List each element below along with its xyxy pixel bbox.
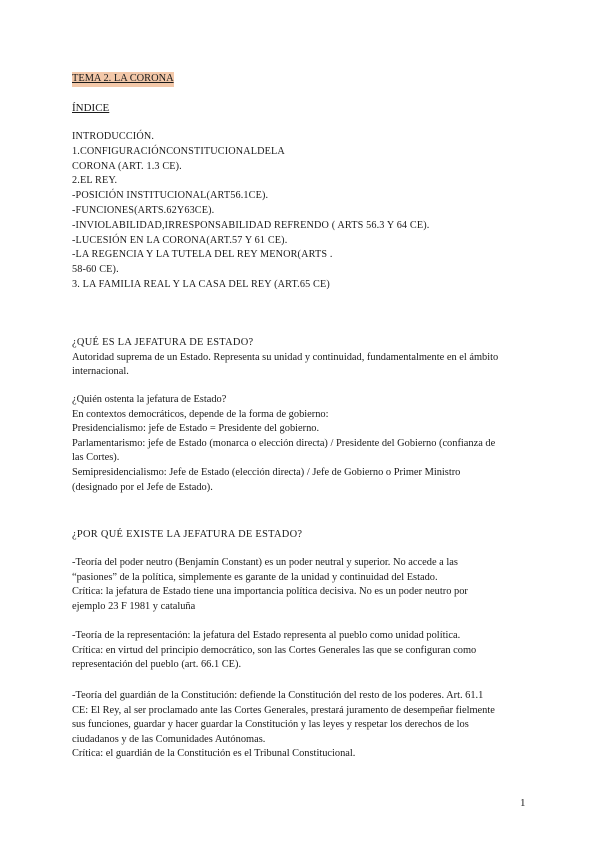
section-what-is: [72, 336, 532, 380]
paragraph-line: Parlamentarismo: jefe de Estado (monarca o elección directa) / Presidente del Gobierno (confianza de: [72, 437, 496, 449]
paragraph-line: Autoridad suprema de un Estado. Representa su unidad y continuidad, fundamentalmente en el ámbito: [72, 351, 499, 363]
paragraph-line: Crítica: en virtud del principio democrático, son las Cortes Generales las que se configuran como: [72, 644, 477, 656]
paragraph-line: representación del pueblo (art. 66.1 CE).: [72, 659, 242, 671]
paragraph-line: -Teoría del poder neutro (Benjamín Constant) es un poder neutral y superior. No accede a las: [72, 557, 458, 568]
index-item: -INVIOLABILIDAD,IRRESPONSABILIDAD REFRENDO ( ARTS 56.3 Y 64 CE).: [72, 219, 430, 231]
paragraph-line: internacional.: [72, 366, 129, 378]
paragraph-line: CE: El Rey, al ser proclamado ante las Cortes Generales, prestará juramento de desempeñar fielmente: [72, 704, 495, 716]
paragraph-line: -Teoría del guardián de la Constitución: defiende la Constitución del resto de los poderes. Art. 61.1: [72, 690, 484, 701]
paragraph-line: ciudadanos y de las Comunidades Autónomas.: [72, 733, 266, 745]
section-why-exists: [72, 528, 532, 543]
index-item: -LA REGENCIA Y LA TUTELA DEL REY MENOR(ARTS .: [72, 249, 333, 261]
index-item: INTRODUCCIÓN.: [72, 131, 155, 142]
theory-representation: [72, 629, 532, 673]
index-item: 1.CONFIGURACIÓNCONSTITUCIONALDELA: [72, 145, 285, 157]
index-item: 2.EL REY.: [72, 175, 118, 187]
index-item: 58-60 CE).: [72, 264, 119, 276]
index-heading: ÍNDICE: [72, 102, 110, 114]
index-item: -POSICIÓN INSTITUCIONAL(ART56.1CE).: [72, 190, 269, 202]
paragraph-line: (designado por el Jefe de Estado).: [72, 481, 213, 493]
paragraph-line: Crítica: el guardián de la Constitución es el Tribunal Constitucional.: [72, 748, 356, 760]
paragraph-line: las Cortes).: [72, 452, 120, 464]
paragraph-line: En contextos democráticos, depende de la forma de gobierno:: [72, 408, 329, 420]
paragraph-line: -Teoría de la representación: la jefatura del Estado representa al pueblo como unidad política.: [72, 630, 461, 641]
theory-neutral-power: [72, 556, 532, 614]
paragraph-line: ejemplo 23 F 1981 y cataluña: [72, 600, 196, 612]
paragraph-line: “pasiones” de la política, simplemente es garante de la unidad y continuidad del Estado.: [72, 571, 438, 583]
index-item: CORONA (ART. 1.3 CE).: [72, 160, 182, 172]
paragraph-line: Presidencialismo: jefe de Estado = Presidente del gobierno.: [72, 423, 320, 435]
index-list: [72, 130, 532, 293]
theory-guardian: [72, 689, 532, 762]
subsection-heading: ¿Quién ostenta la jefatura de Estado?: [72, 394, 227, 405]
paragraph-line: Semipresidencialismo: Jefe de Estado (elección directa) / Jefe de Gobierno o Primer Ministro: [72, 466, 461, 478]
index-item: -LUCESIÓN EN LA CORONA(ART.57 Y 61 CE).: [72, 234, 288, 246]
index-item: 3. LA FAMILIA REAL Y LA CASA DEL REY (ART.65 CE): [72, 278, 330, 290]
page-number: 1: [520, 797, 526, 809]
index-item: -FUNCIONES(ARTS.62Y63CE).: [72, 204, 215, 216]
paragraph-line: Crítica: la jefatura de Estado tiene una importancia política decisiva. No es un poder neutro por: [72, 586, 468, 598]
document-title: TEMA 2. LA CORONA: [72, 72, 174, 87]
paragraph-line: sus funciones, guardar y hacer guardar la Constitución y las leyes y respetar los derechos de los: [72, 719, 469, 731]
section-who-holds: [72, 393, 532, 495]
section-heading: ¿QUÉ ES LA JEFATURA DE ESTADO?: [72, 337, 254, 348]
section-heading: ¿POR QUÉ EXISTE LA JEFATURA DE ESTADO?: [72, 529, 303, 540]
